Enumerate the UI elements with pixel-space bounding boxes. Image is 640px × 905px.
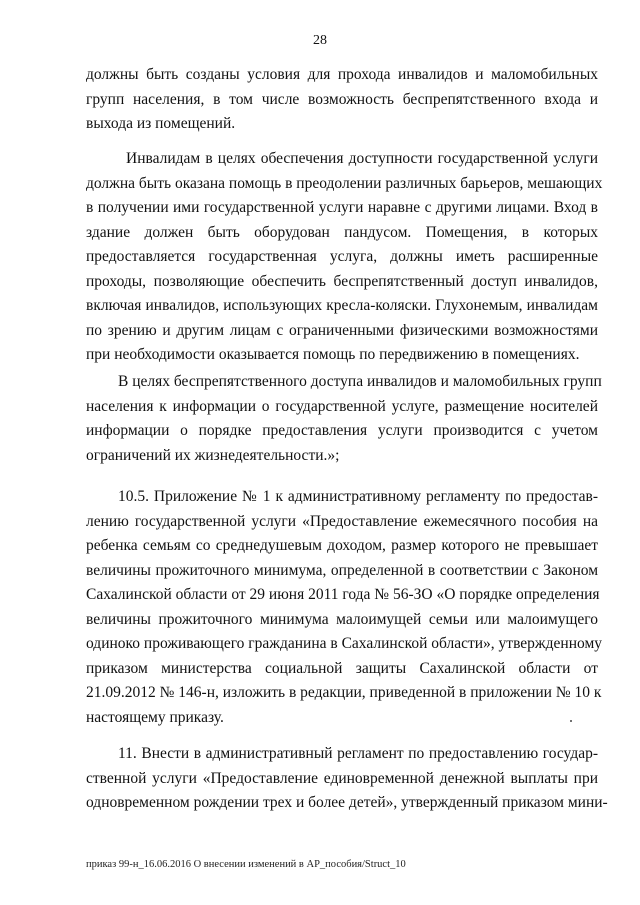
paragraph-2: [86, 147, 603, 368]
text-line: выхода из помещений.: [86, 115, 236, 132]
text-line: здание должен быть оборудован пандусом. Помещения, в которых: [86, 223, 598, 241]
text-line: населения к информации о государственной услуге, размещение носителей: [86, 397, 598, 415]
text-line: одновременном рождении трех и более детей», утвержденный приказом мини-: [86, 794, 608, 811]
text-line: информации о порядке предоставления услуги производится с учетом: [86, 422, 598, 439]
text-line: по зрению и другим лицам с ограниченными физическими возможностями: [86, 321, 598, 339]
text-line: ограничений их жизнедеятельности.»;: [86, 446, 340, 464]
text-line: Инвалидам в целях обеспечения доступности государственной услуги: [126, 150, 598, 167]
text-line: В целях беспрепятственного доступа инвалидов и маломобильных групп: [118, 373, 602, 390]
text-line: ственной услуги «Предоставление единовременной денежной выплаты при: [86, 769, 598, 787]
paragraph-5: [86, 742, 608, 816]
text-line: ребенка семьям со среднедушевым доходом, размер которого не превышает: [86, 537, 598, 554]
text-line: при необходимости оказывается помощь по передвижению в помещениях.: [86, 346, 580, 363]
text-line: настоящему приказу.: [86, 708, 224, 726]
paragraph-4: [86, 485, 603, 730]
text-line: проходы, позволяющие обеспечить беспрепятственный доступ инвалидов,: [86, 272, 598, 290]
text-line: должна быть оказана помощь в преодолении различных барьеров, мешающих: [86, 174, 603, 192]
text-line: лению государственной услуги «Предоставление ежемесячного пособия на: [86, 512, 598, 530]
footer-doc-reference: приказ 99-н_16.06.2016 О внесении изменений в АР_пособия/Struct_10: [86, 859, 406, 870]
paragraph-1: [86, 63, 598, 137]
text-line: групп населения, в том числе возможность беспрепятственного входа и: [86, 90, 598, 108]
paragraph-3: [86, 370, 602, 468]
text-line: 21.09.2012 № 146-н, изложить в редакции, приведенной в приложении № 10 к: [86, 684, 602, 701]
text-line: должны быть созданы условия для прохода инвалидов и маломобильных: [86, 66, 598, 83]
text-line: 10.5. Приложение № 1 к административному регламенту по предостав-: [118, 488, 598, 505]
text-line: в получении ими государственной услуги наравне с другими лицами. Вход в: [86, 199, 598, 216]
text-line: величины прожиточного минимума малоимущей семьи или малоимущего: [86, 610, 598, 628]
scan-speck: [570, 720, 572, 722]
text-line: 11. Внести в административный регламент по предоставлению государ-: [118, 745, 598, 762]
text-line: приказом министерства социальной защиты Сахалинской области от: [86, 659, 598, 677]
page-number: 28: [313, 33, 327, 48]
text-line: включая инвалидов, использующих кресла-коляски. Глухонемым, инвалидам: [86, 297, 598, 314]
text-line: Сахалинской области от 29 июня 2011 года № 56-ЗО «О порядке определения: [86, 586, 600, 603]
text-line: предоставляется государственная услуга, должны иметь расширенные: [86, 248, 598, 265]
text-line: одиноко проживающего гражданина в Сахалинской области», утвержденному: [86, 635, 603, 652]
text-line: величины прожиточного минимума, определенной в соответствии с Законом: [86, 561, 598, 579]
